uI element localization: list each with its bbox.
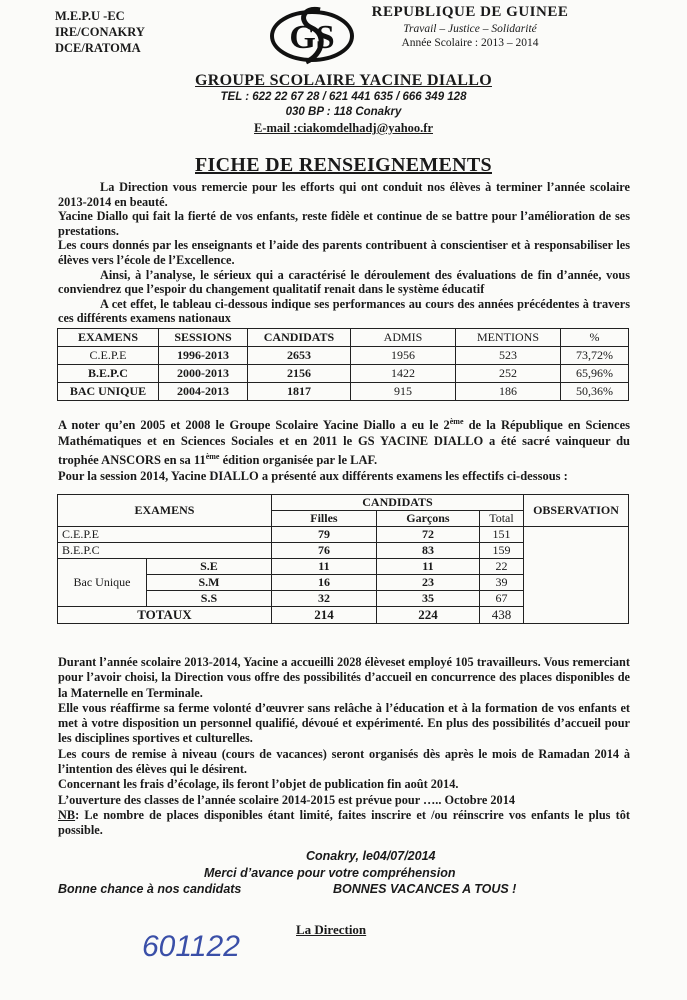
school-phone: TEL : 622 22 67 28 / 621 441 635 / 666 349 128 bbox=[220, 91, 467, 103]
table-cell: 438 bbox=[479, 607, 523, 624]
observation-cell bbox=[524, 527, 629, 624]
table-cell: 2000-2013 bbox=[159, 365, 248, 383]
col-header: Garçons bbox=[376, 511, 479, 527]
table-header-row bbox=[58, 329, 629, 347]
table-cell: 915 bbox=[351, 383, 456, 401]
note-text: édition organisée par le LAF. bbox=[219, 453, 378, 468]
nb-paragraph bbox=[58, 808, 630, 839]
table-cell: TOTAUX bbox=[58, 607, 272, 624]
table-cell: 32 bbox=[271, 591, 376, 607]
nb-label: NB bbox=[58, 807, 76, 822]
note-superscript: ème bbox=[205, 452, 220, 462]
closing-paragraph: L’ouverture des classes de l’année scolaire 2014-2015 est prévue pour ….. Octobre 2014 bbox=[58, 792, 515, 807]
table-row bbox=[58, 527, 629, 543]
closing-paragraph: Les cours de remise à niveau (cours de vacances) seront organisés dès après le mois de Ramadan 2014 à l’intention des élèves qui le désirent. bbox=[58, 746, 630, 777]
republic-name: REPUBLIQUE DE GUINEE bbox=[371, 4, 569, 20]
intro-paragraph: Yacine Diallo qui fait la fierté de vos enfants, reste fidèle et continue de se battre pour l’amélioration de ses prestations. bbox=[58, 209, 630, 238]
table-cell: 1956 bbox=[351, 347, 456, 365]
table-cell: 186 bbox=[456, 383, 561, 401]
page-title: FICHE DE RENSEIGNEMENTS bbox=[195, 154, 492, 176]
thanks-line: Merci d’avance pour votre compréhension bbox=[204, 866, 456, 880]
school-block bbox=[0, 72, 687, 136]
good-luck-line: Bonne chance à nos candidats bbox=[58, 882, 242, 896]
table-row bbox=[58, 365, 629, 383]
signature-date: Conakry, le04/07/2014 bbox=[306, 849, 436, 863]
table-cell: 159 bbox=[479, 543, 523, 559]
table-row bbox=[58, 347, 629, 365]
table-cell: S.M bbox=[147, 575, 272, 591]
intro-paragraph: A cet effet, le tableau ci-dessous indique ses performances au cours des années précédentes à travers ces différents examens nationaux bbox=[58, 296, 630, 326]
table-header-row bbox=[58, 495, 629, 511]
republic-motto: Travail – Justice – Solidarité bbox=[403, 23, 537, 35]
achievement-note bbox=[58, 414, 630, 484]
table-cell: 50,36% bbox=[561, 383, 629, 401]
republic-header bbox=[360, 4, 580, 49]
candidates-table bbox=[57, 494, 629, 624]
col-header: MENTIONS bbox=[456, 329, 561, 347]
school-year: Année Scolaire : 2013 – 2014 bbox=[401, 37, 539, 49]
col-header: EXAMENS bbox=[58, 495, 272, 527]
holidays-line: BONNES VACANCES A TOUS ! bbox=[333, 882, 517, 896]
note-paragraph: Pour la session 2014, Yacine DIALLO a présenté aux différents examens les effectifs ci-dessous : bbox=[58, 468, 568, 483]
table-cell: C.E.P.E bbox=[58, 527, 272, 543]
ministry-line-2: IRE/CONAKRY bbox=[55, 25, 145, 39]
note-superscript: ème bbox=[449, 417, 464, 426]
ministry-header bbox=[55, 8, 145, 56]
col-header: Total bbox=[479, 511, 523, 527]
table-cell: 67 bbox=[479, 591, 523, 607]
table-row bbox=[58, 383, 629, 401]
col-header: SESSIONS bbox=[159, 329, 248, 347]
closing-paragraph: Durant l’année scolaire 2013-2014, Yacine a accueilli 2028 élèveset employé 105 travailleurs. Vous remerciant pour l’avoir choisi, la Direction vous offre des possibilités d’accueil en concurrence des places disponibles de la Maternelle en Terminale. bbox=[58, 655, 630, 700]
col-header: Filles bbox=[271, 511, 376, 527]
school-email bbox=[0, 120, 687, 136]
closing-text bbox=[58, 655, 630, 839]
table-cell: 2653 bbox=[248, 347, 351, 365]
performance-table bbox=[57, 328, 629, 401]
table-cell: 23 bbox=[376, 575, 479, 591]
table-cell: 252 bbox=[456, 365, 561, 383]
table-cell: 11 bbox=[376, 559, 479, 575]
table-cell: 523 bbox=[456, 347, 561, 365]
school-po-box: 030 BP : 118 Conakry bbox=[285, 106, 402, 118]
table-cell: 76 bbox=[271, 543, 376, 559]
email-address[interactable]: :ciakomdelhadj@yahoo.fr bbox=[290, 121, 433, 135]
signatory: La Direction bbox=[296, 922, 367, 937]
intro-paragraph: La Direction vous remercie pour les efforts qui ont conduit nos élèves à terminer l’année scolaire 2013-2014 en beauté. bbox=[58, 180, 630, 209]
table-cell: 73,72% bbox=[561, 347, 629, 365]
table-cell: 2004-2013 bbox=[159, 383, 248, 401]
col-header: % bbox=[561, 329, 629, 347]
table-cell: BAC UNIQUE bbox=[58, 383, 159, 401]
note-text: A noter qu’en 2005 et 2008 le Groupe Scolaire Yacine Diallo a eu le 2 bbox=[58, 418, 450, 433]
table-cell: 79 bbox=[271, 527, 376, 543]
table-cell: B.E.P.C bbox=[58, 365, 159, 383]
table-cell: 72 bbox=[376, 527, 479, 543]
table-cell: 214 bbox=[271, 607, 376, 624]
closing-paragraph: Concernant les frais d’écolage, ils feront l’objet de publication fin août 2014. bbox=[58, 777, 459, 792]
closing-paragraph: Elle vous réaffirme sa ferme volonté d’œuvrer sans relâche à l’éducation et à la formation de vos enfants et met à votre disposition un personnel qualifié, dévoué et expérimenté. En plus des possibilités d’accueil pour les disciplines sportives et culturelles. bbox=[58, 700, 630, 746]
table-cell: B.E.P.C bbox=[58, 543, 272, 559]
table-cell: 39 bbox=[479, 575, 523, 591]
col-header: CANDIDATS bbox=[248, 329, 351, 347]
table-cell: 22 bbox=[479, 559, 523, 575]
svg-text:GS: GS bbox=[289, 19, 335, 56]
nb-text: : Le nombre de places disponibles étant limité, faites inscrire et /ou réinscrire vos enfants le plus tôt possible. bbox=[58, 807, 630, 838]
table-cell: S.S bbox=[147, 591, 272, 607]
school-name: GROUPE SCOLAIRE YACINE DIALLO bbox=[195, 72, 492, 89]
table-cell: 1422 bbox=[351, 365, 456, 383]
note-text: de la République en Sciences Mathématiques et en Sciences Sociales et en 2011 le GS YACINE DIALLO a été sacré vainqueur du trophée ANSCORS en sa 11 bbox=[58, 418, 630, 468]
table-cell: 151 bbox=[479, 527, 523, 543]
table-cell: 1817 bbox=[248, 383, 351, 401]
note-paragraph bbox=[58, 414, 630, 469]
table-cell: Bac Unique bbox=[58, 559, 147, 607]
table-cell: S.E bbox=[147, 559, 272, 575]
table-cell: 224 bbox=[376, 607, 479, 624]
table-cell: 11 bbox=[271, 559, 376, 575]
handwritten-number-text: 601122 bbox=[142, 930, 240, 963]
table-cell: 16 bbox=[271, 575, 376, 591]
intro-paragraph: Ainsi, à l’analyse, le sérieux qui a caractérisé le déroulement des évaluations de fin d’année, vous conviendrez que l’espoir du changement qualitatif renait dans le système éducatif bbox=[58, 267, 630, 297]
col-header: ADMIS bbox=[351, 329, 456, 347]
table-cell: 1996-2013 bbox=[159, 347, 248, 365]
table-cell: C.E.P.E bbox=[58, 347, 159, 365]
ministry-line-1: M.E.P.U -EC bbox=[55, 9, 125, 23]
table-cell: 83 bbox=[376, 543, 479, 559]
intro-text bbox=[58, 180, 630, 326]
table-cell: 35 bbox=[376, 591, 479, 607]
intro-paragraph: Les cours donnés par les enseignants et l’aide des parents contribuent à conscientiser et à responsabiliser les élèves vers l’école de l’Excellence. bbox=[58, 238, 630, 267]
email-label: E-mail bbox=[254, 121, 291, 135]
table-cell: 2156 bbox=[248, 365, 351, 383]
col-header: CANDIDATS bbox=[271, 495, 523, 511]
col-header: EXAMENS bbox=[58, 329, 159, 347]
ministry-line-3: DCE/RATOMA bbox=[55, 41, 141, 55]
handwritten-number bbox=[140, 924, 250, 964]
col-header: OBSERVATION bbox=[524, 495, 629, 527]
school-logo-icon bbox=[262, 4, 362, 66]
table-cell: 65,96% bbox=[561, 365, 629, 383]
